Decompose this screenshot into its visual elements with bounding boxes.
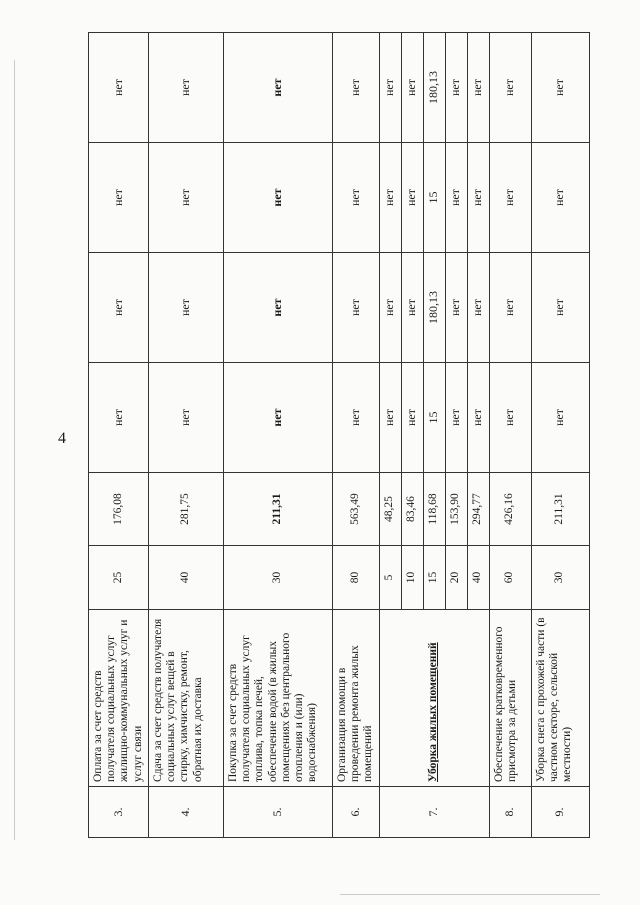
cell-value: нет — [223, 253, 332, 363]
table-row — [89, 33, 149, 838]
table-row — [332, 33, 379, 838]
table-row — [223, 33, 332, 838]
cell-value: нет — [223, 143, 332, 253]
service-name: Сдача за счет средств получателя социальных услуг вещей в стирку, химчистку, ремонт, обратная их доставка — [148, 610, 223, 787]
row-number: 5. — [223, 787, 332, 838]
service-name: Уборка снега с прохожей части (в частном секторе, сельской местности) — [531, 610, 589, 787]
cell-value: нет — [332, 33, 379, 143]
cell-value: 15 — [423, 143, 445, 253]
cell-value: нет — [401, 253, 423, 363]
cell-value: 281,75 — [148, 473, 223, 546]
cell-value: нет — [223, 363, 332, 473]
cell-value: нет — [89, 33, 149, 143]
cell-value: 83,46 — [401, 473, 423, 546]
cell-value: 60 — [489, 546, 531, 610]
cell-value: нет — [445, 253, 467, 363]
cell-value: 211,31 — [223, 473, 332, 546]
rotated-table-container — [88, 33, 585, 838]
cell-value: 15 — [423, 363, 445, 473]
cell-value: нет — [401, 33, 423, 143]
cell-value: 20 — [445, 546, 467, 610]
cell-value: 294,77 — [467, 473, 489, 546]
cell-value: 176,08 — [89, 473, 149, 546]
cell-value: 426,16 — [489, 473, 531, 546]
service-name: Покупка за счет средств получателя социальных услуг топлива, топка печей, обеспечение водой (в жилых помещениях без центрального отопления и (или) водоснабжения) — [223, 610, 332, 787]
table-row — [489, 33, 531, 838]
cell-value: нет — [379, 253, 401, 363]
service-name: Оплата за счет средств получателя социальных услуг жилищно-коммунальных услуг и услуг связи — [89, 610, 149, 787]
cell-value: нет — [148, 33, 223, 143]
service-name: Организация помощи в проведении ремонта жилых помещений — [332, 610, 379, 787]
cell-value: нет — [467, 33, 489, 143]
cell-value: нет — [379, 143, 401, 253]
cell-value: нет — [89, 253, 149, 363]
page-number: 4 — [58, 430, 66, 447]
cell-value: нет — [401, 143, 423, 253]
cell-value: 40 — [467, 546, 489, 610]
table-row — [148, 33, 223, 838]
cell-value: нет — [489, 143, 531, 253]
cell-value: нет — [148, 253, 223, 363]
cell-value: 10 — [401, 546, 423, 610]
cell-value: 563,49 — [332, 473, 379, 546]
cell-value: нет — [445, 363, 467, 473]
cell-value: нет — [531, 253, 589, 363]
cell-value: нет — [332, 143, 379, 253]
scan-edge-line — [14, 60, 15, 840]
row-number: 7. — [379, 787, 489, 838]
cell-value: нет — [445, 33, 467, 143]
cell-value: 180,13 — [423, 253, 445, 363]
cell-value: 25 — [89, 546, 149, 610]
cell-value: 180,13 — [423, 33, 445, 143]
cell-value: 153,90 — [445, 473, 467, 546]
cell-value: нет — [332, 363, 379, 473]
cell-value: 40 — [148, 546, 223, 610]
scan-bottom-line — [340, 894, 600, 895]
cell-value: нет — [489, 363, 531, 473]
cell-value: нет — [467, 363, 489, 473]
cell-value: нет — [445, 143, 467, 253]
service-name: Уборка жилых помещений — [379, 610, 489, 787]
cell-value: 30 — [223, 546, 332, 610]
cell-value: 118,68 — [423, 473, 445, 546]
cell-value: нет — [148, 363, 223, 473]
cell-value: нет — [489, 253, 531, 363]
cell-value: 80 — [332, 546, 379, 610]
cell-value: нет — [332, 253, 379, 363]
row-number: 9. — [531, 787, 589, 838]
cell-value: нет — [89, 143, 149, 253]
cell-value: 48,25 — [379, 473, 401, 546]
cell-value: нет — [401, 363, 423, 473]
table-row — [531, 33, 589, 838]
cell-value: нет — [379, 33, 401, 143]
cell-value: нет — [531, 363, 589, 473]
row-number: 6. — [332, 787, 379, 838]
cell-value: нет — [531, 143, 589, 253]
service-name: Обеспечение кратковременного присмотра за детьми — [489, 610, 531, 787]
cell-value: 211,31 — [531, 473, 589, 546]
cell-value: 5 — [379, 546, 401, 610]
cell-value: нет — [379, 363, 401, 473]
table-row — [379, 33, 401, 838]
cell-value: нет — [467, 143, 489, 253]
row-number: 8. — [489, 787, 531, 838]
row-number: 4. — [148, 787, 223, 838]
row-number: 3. — [89, 787, 149, 838]
cell-value: нет — [489, 33, 531, 143]
cell-value: нет — [89, 363, 149, 473]
cell-value: 30 — [531, 546, 589, 610]
services-table — [88, 32, 590, 838]
cell-value: нет — [148, 143, 223, 253]
cell-value: нет — [531, 33, 589, 143]
cell-value: 15 — [423, 546, 445, 610]
cell-value: нет — [467, 253, 489, 363]
cell-value: нет — [223, 33, 332, 143]
